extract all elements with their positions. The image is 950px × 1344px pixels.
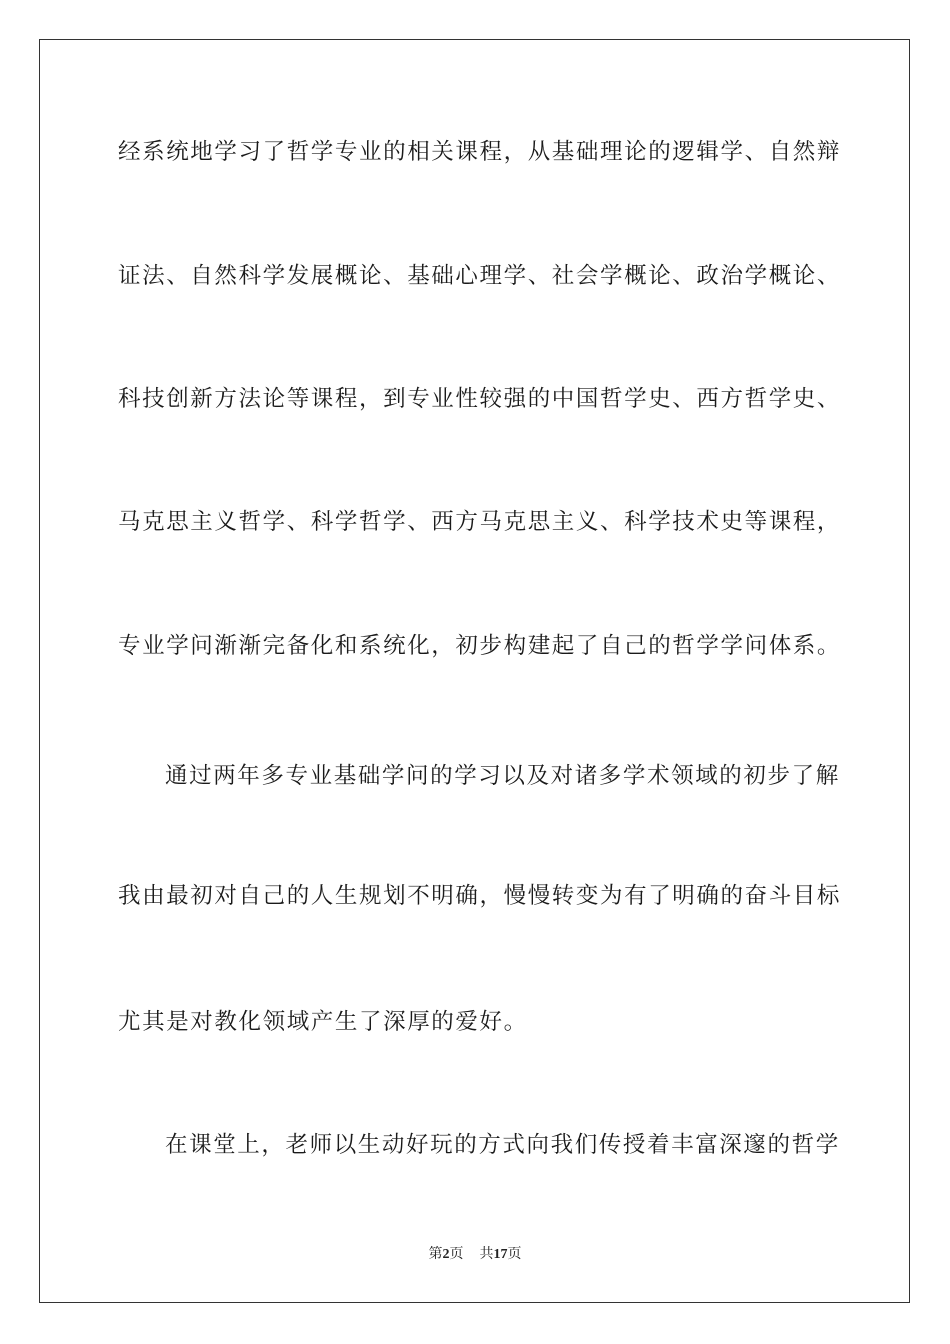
page-prefix: 第 — [428, 1247, 443, 1262]
page-number-footer — [0, 1245, 950, 1265]
paragraph-line: 科技创新方法论等课程，到专业性较强的中国哲学史、西方哲学史、 — [118, 386, 842, 412]
paragraph-line: 专业学问渐渐完备化和系统化，初步构建起了自己的哲学学问体系。 — [118, 633, 842, 659]
paragraph-line: 我由最初对自己的人生规划不明确，慢慢转变为有了明确的奋斗目标 — [118, 883, 842, 909]
paragraph-line: 尤其是对教化领域产生了深厚的爱好。 — [118, 1009, 528, 1035]
paragraph-line-indented: 在课堂上，老师以生动好玩的方式向我们传授着丰富深邃的哲学 — [165, 1132, 840, 1158]
page-suffix: 页 — [449, 1247, 464, 1262]
page-frame — [39, 39, 910, 1303]
paragraph-line: 马克思主义哲学、科学哲学、西方马克思主义、科学技术史等课程， — [118, 509, 842, 535]
paragraph-line: 经系统地学习了哲学专业的相关课程，从基础理论的逻辑学、自然辩 — [118, 139, 842, 165]
total-page-count: 17 — [493, 1247, 508, 1262]
paragraph-line: 证法、自然科学发展概论、基础心理学、社会学概论、政治学概论、 — [118, 263, 842, 289]
paragraph-line-indented: 通过两年多专业基础学问的学习以及对诸多学术领域的初步了解 — [165, 763, 840, 789]
total-suffix: 页 — [507, 1247, 522, 1262]
current-page-number: 2 — [442, 1247, 450, 1262]
total-prefix: 共 — [479, 1247, 494, 1262]
